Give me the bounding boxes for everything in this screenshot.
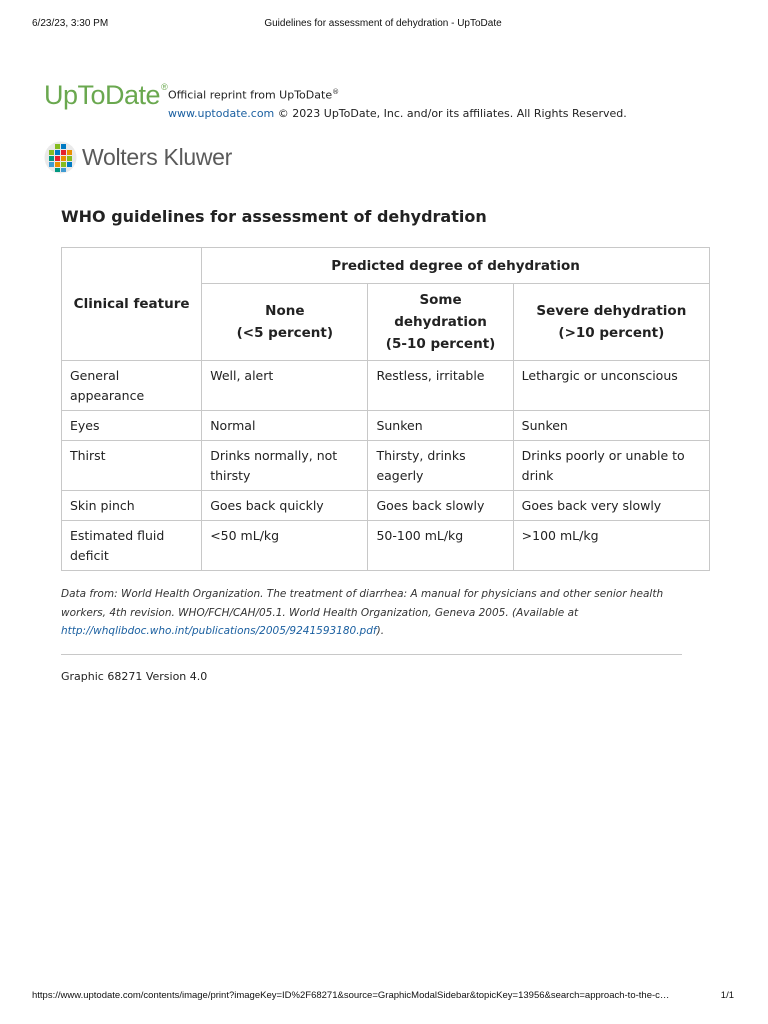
value-cell: Goes back slowly	[368, 491, 513, 521]
print-footer	[32, 990, 734, 1004]
table-header-row	[62, 248, 710, 284]
reprint-notice	[168, 83, 648, 123]
copyright-text: © 2023 UpToDate, Inc. and/or its affiliates. All Rights Reserved.	[274, 106, 627, 120]
value-cell: Goes back quickly	[202, 491, 368, 521]
print-url: https://www.uptodate.com/contents/image/print?imageKey=ID%2F68271&source=GraphicModalSidebar&topicKey=13956&search=approach-to-the-c…	[32, 990, 670, 1001]
table-row	[62, 361, 710, 411]
table-row	[62, 521, 710, 571]
who-document-link[interactable]: http://whqlibdoc.who.int/publications/2005/9241593180.pdf	[61, 625, 377, 637]
table-row	[62, 411, 710, 441]
value-cell: Normal	[202, 411, 368, 441]
value-cell: Goes back very slowly	[513, 491, 709, 521]
wolters-kluwer-mosaic-icon	[44, 141, 77, 174]
print-datetime: 6/23/23, 3:30 PM	[32, 18, 109, 29]
clinical-feature-header: Clinical feature	[62, 248, 202, 361]
value-cell: <50 mL/kg	[202, 521, 368, 571]
feature-cell: Thirst	[62, 441, 202, 491]
print-header	[32, 18, 734, 32]
source-citation	[61, 585, 686, 641]
print-page-title: Guidelines for assessment of dehydration - UpToDate	[264, 18, 502, 29]
feature-cell: Estimated fluid deficit	[62, 521, 202, 571]
document-title: WHO guidelines for assessment of dehydration	[61, 207, 487, 226]
divider	[61, 654, 682, 655]
value-cell: Thirsty, drinks eagerly	[368, 441, 513, 491]
column-header-some: Some dehydration (5-10 percent)	[368, 284, 513, 361]
value-cell: Lethargic or unconscious	[513, 361, 709, 411]
feature-cell: General appearance	[62, 361, 202, 411]
column-header-severe: Severe dehydration (>10 percent)	[513, 284, 709, 361]
table-row	[62, 491, 710, 521]
feature-cell: Skin pinch	[62, 491, 202, 521]
uptodate-site-link[interactable]: www.uptodate.com	[168, 106, 275, 120]
reprint-text: Official reprint from UpToDate	[168, 88, 333, 102]
value-cell: 50-100 mL/kg	[368, 521, 513, 571]
dehydration-assessment-table	[61, 247, 710, 571]
citation-suffix: ).	[376, 625, 385, 637]
uptodate-logo	[44, 80, 167, 111]
value-cell: >100 mL/kg	[513, 521, 709, 571]
value-cell: Well, alert	[202, 361, 368, 411]
page-number: 1/1	[720, 990, 734, 1001]
publisher-name: Wolters Kluwer	[82, 144, 233, 170]
table-row	[62, 441, 710, 491]
value-cell: Drinks poorly or unable to drink	[513, 441, 709, 491]
column-header-none: None (<5 percent)	[202, 284, 368, 361]
predicted-degree-header: Predicted degree of dehydration	[202, 248, 710, 284]
registered-mark: ®	[161, 82, 168, 92]
graphic-version: Graphic 68271 Version 4.0	[61, 670, 208, 683]
value-cell: Sunken	[513, 411, 709, 441]
value-cell: Drinks normally, not thirsty	[202, 441, 368, 491]
uptodate-logo-text: UpToDate	[44, 80, 161, 110]
feature-cell: Eyes	[62, 411, 202, 441]
value-cell: Sunken	[368, 411, 513, 441]
citation-text: Data from: World Health Organization. The treatment of diarrhea: A manual for physicians and other senior health workers, 4th revision. WHO/FCH/CAH/05.1. World Health Organization, Geneva 2005. (Available at	[61, 588, 664, 619]
reprint-registered-mark: ®	[332, 88, 340, 96]
value-cell: Restless, irritable	[368, 361, 513, 411]
